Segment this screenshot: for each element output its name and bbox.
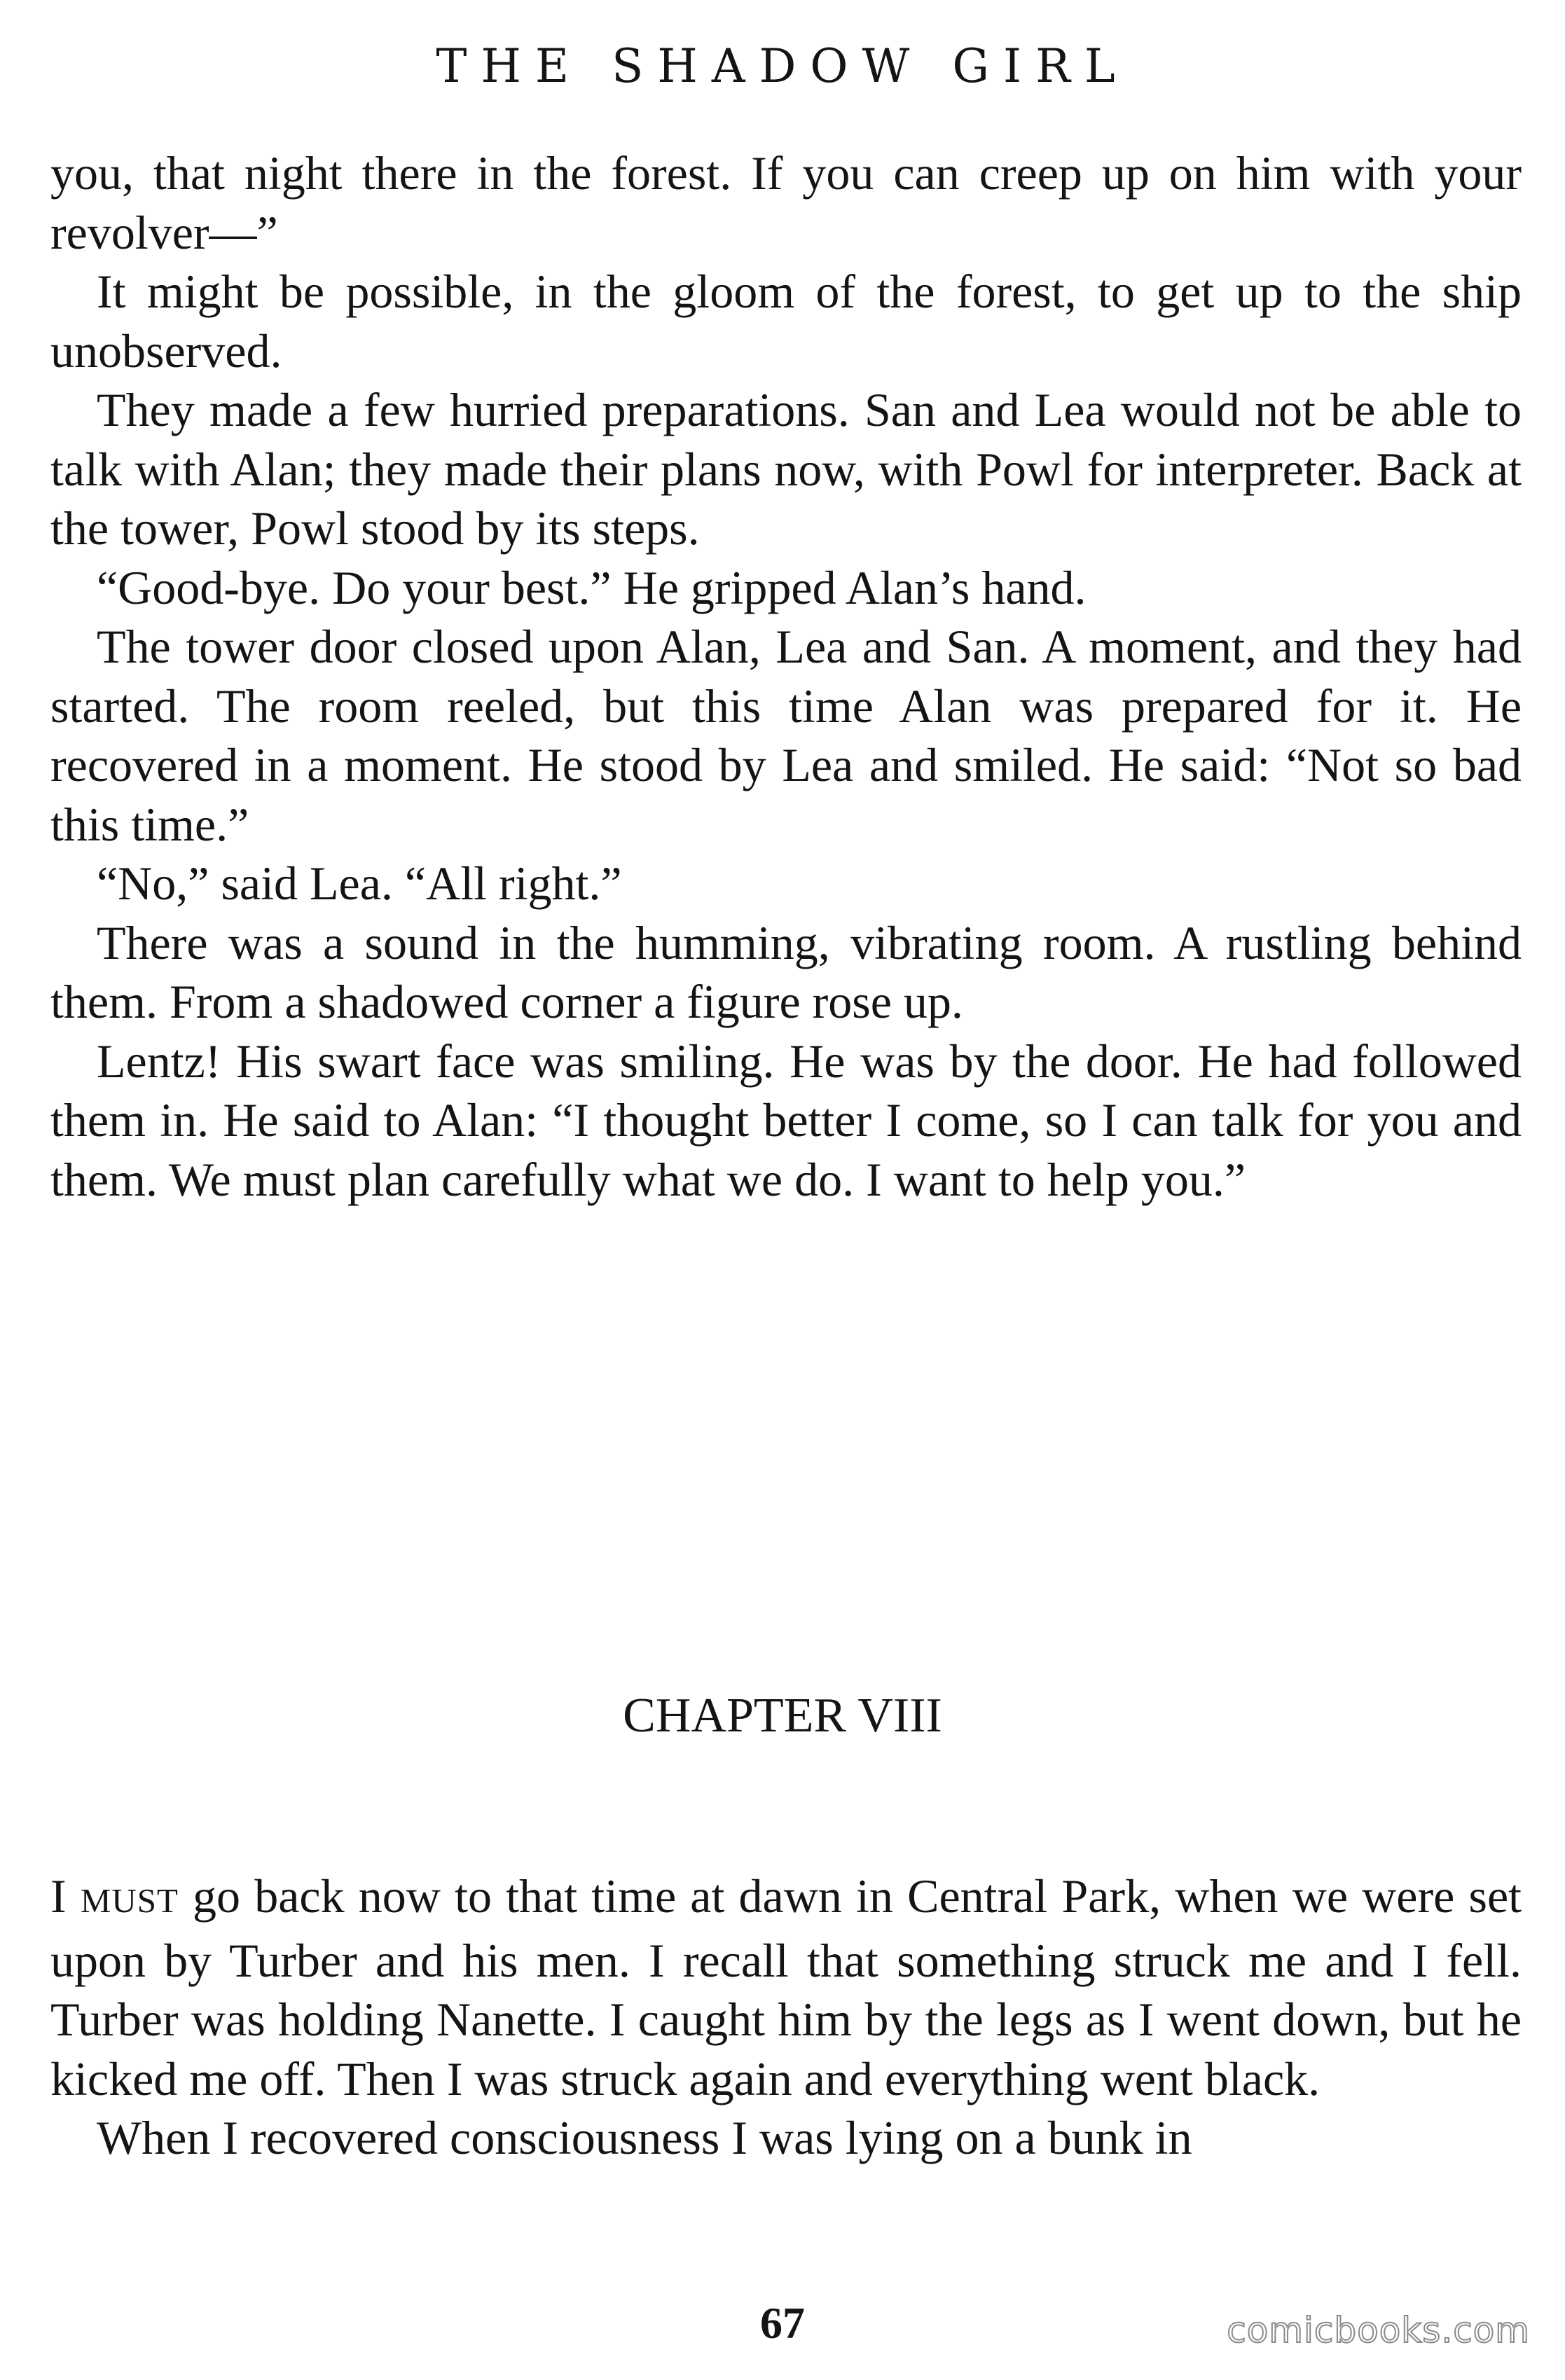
paragraph-continuation: you, that night there in the forest. If you can creep up on him with your revolver—”	[50, 146, 1522, 259]
chapter-heading: CHAPTER VIII	[623, 1689, 942, 1743]
chapter-opening-paragraph	[50, 1867, 1522, 2108]
paragraph: Lentz! His swart face was smiling. He was by the door. He had followed them in. He said to Alan: “I thought better I come, so I can talk for you and them. We must plan carefully what we do. I want to help you.”	[50, 1034, 1522, 1206]
page-number: 67	[760, 2298, 805, 2348]
paragraph: When I recovered consciousness I was lying on a bunk in	[97, 2111, 1192, 2164]
running-head: THE SHADOW GIRL	[436, 39, 1129, 93]
opening-small-caps: MUST	[80, 1881, 179, 1920]
paragraph: There was a sound in the humming, vibrating room. A rustling behind them. From a shadowed corner a figure rose up.	[50, 915, 1522, 1028]
paragraph: “Good-bye. Do your best.” He gripped Alan’s hand.	[97, 560, 1087, 614]
top-text-block	[50, 144, 1522, 1209]
paragraph: It might be possible, in the gloom of the forest, to get up to the ship unobserved.	[50, 265, 1522, 378]
paragraph: “No,” said Lea. “All right.”	[97, 857, 622, 910]
opening-word: I	[50, 1869, 67, 1923]
paragraph: The tower door closed upon Alan, Lea and San. A moment, and they had started. The room reeled, but this time Alan was prepared for it. He recovered in a moment. He stood by Lea and smiled. He said: “Not so bad this time.”	[50, 620, 1522, 851]
chapter-text-block	[50, 1867, 1522, 2168]
paragraph: They made a few hurried preparations. San and Lea would not be able to talk with Alan; they made their plans now, with Powl for interpreter. Back at the tower, Powl stood by its steps.	[50, 383, 1522, 555]
watermark-logo: comicbooks.com	[1227, 2310, 1530, 2351]
opening-text: go back now to that time at dawn in Central Park, when we were set upon by Turber and his men. I recall that something struck me and I fell. Turber was holding Nanette. I caught him by the legs as I went down, but he kicked me off. Then I was struck again and everything went black.	[50, 1869, 1522, 2105]
